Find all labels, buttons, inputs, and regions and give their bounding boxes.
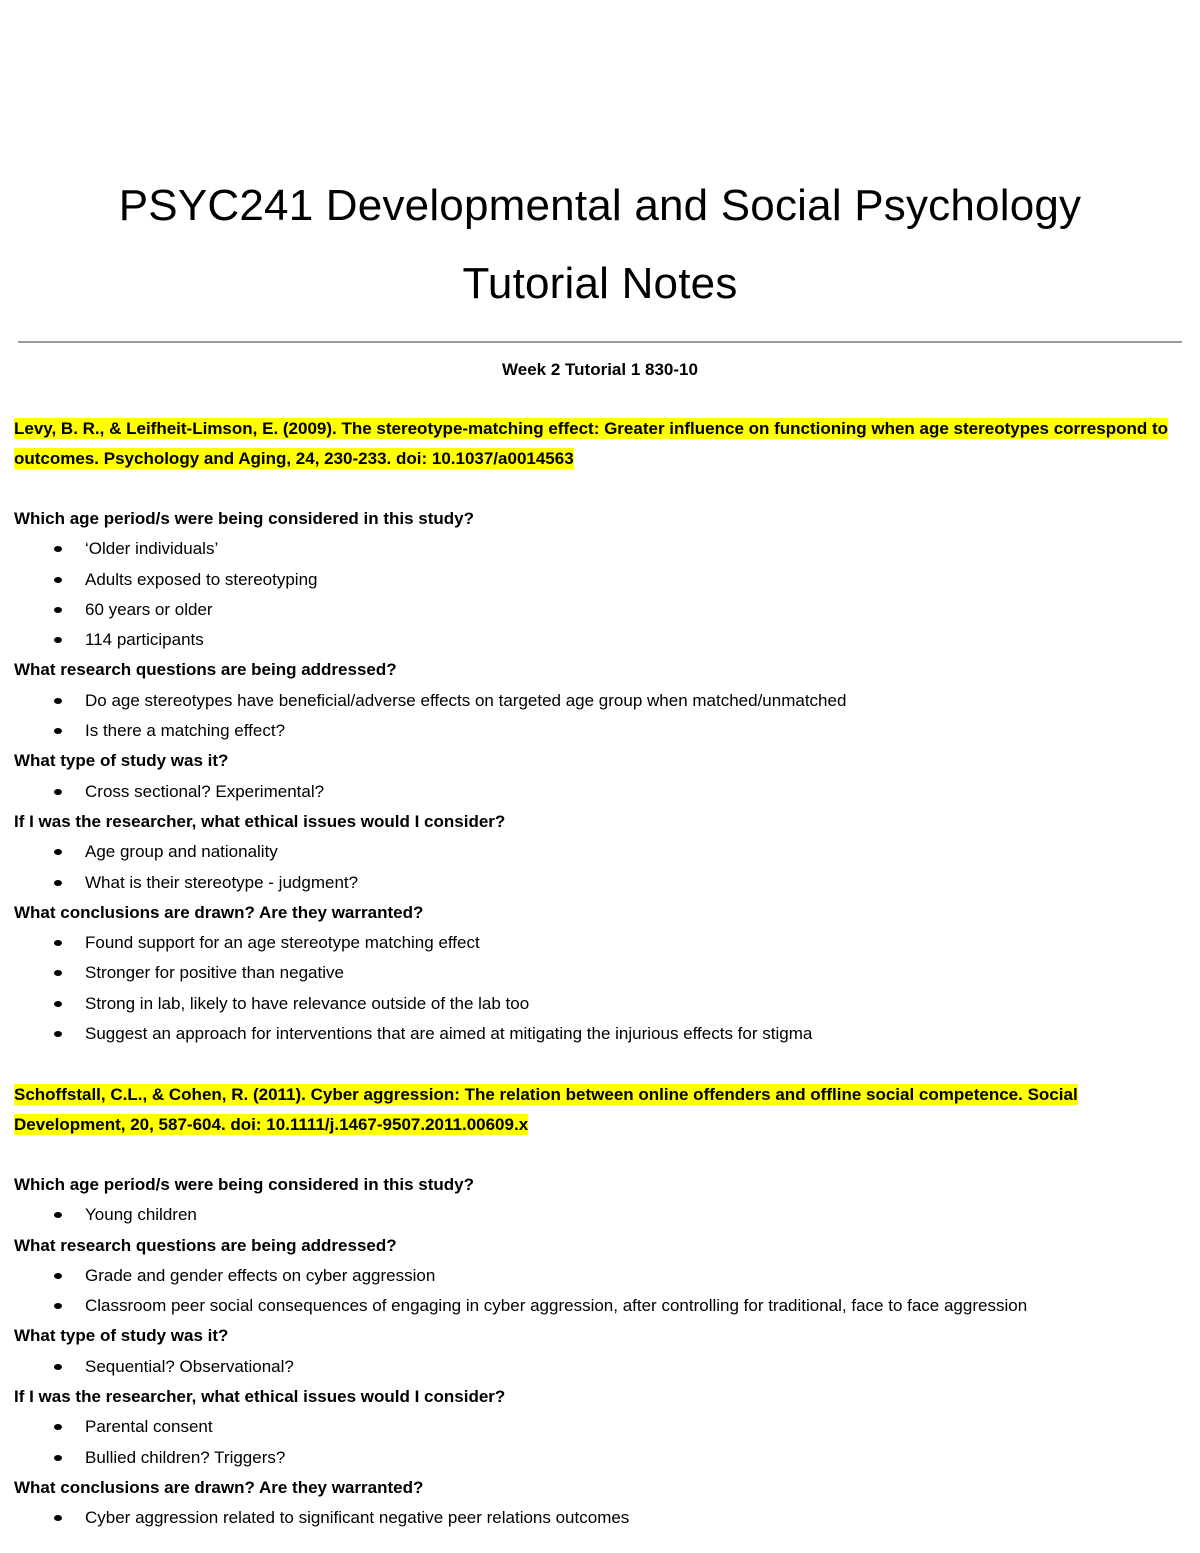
article-block-levy (14, 414, 1186, 1049)
question-heading: What conclusions are drawn? Are they warranted? (14, 1477, 424, 1497)
list-item: Strong in lab, likely to have relevance outside of the lab too (14, 989, 1186, 1019)
answer-list (14, 686, 1186, 747)
bullet-icon (54, 1424, 62, 1430)
highlighted-reference: Levy, B. R., & Leifheit-Limson, E. (2009). The stereotype-matching effect: Greater influence on functioning when age stereotypes correspond to outcomes. Psychology and Aging, 24, 230-233. doi: 10.1037/a0014563 (14, 419, 1168, 468)
bullet-icon (54, 1364, 62, 1370)
list-item: 114 participants (14, 625, 1186, 655)
title-divider (18, 341, 1182, 343)
bullet-icon (54, 1273, 62, 1279)
list-item: Classroom peer social consequences of engaging in cyber aggression, after controlling for traditional, face to face aggression (14, 1291, 1186, 1321)
document-subtitle: Tutorial Notes (462, 259, 738, 308)
answer-list (14, 1261, 1186, 1322)
bullet-icon (54, 607, 62, 613)
list-item: Sequential? Observational? (14, 1352, 1186, 1382)
list-item: Grade and gender effects on cyber aggression (14, 1261, 1186, 1291)
list-item: Cross sectional? Experimental? (14, 777, 1186, 807)
bullet-icon (54, 789, 62, 795)
bullet-icon (54, 880, 62, 886)
answer-list (14, 534, 1186, 655)
article-block-schoffstall (14, 1080, 1186, 1534)
bullet-icon (54, 1515, 62, 1521)
highlighted-reference: Schoffstall, C.L., & Cohen, R. (2011). Cyber aggression: The relation between online offenders and offline social competence. Social Development, 20, 587-604. doi: 10.1111/j.1467-9507.2011.00609.x (14, 1085, 1078, 1134)
question-heading: What type of study was it? (14, 1326, 229, 1346)
answer-list (14, 837, 1186, 898)
question-heading: Which age period/s were being considered in this study? (14, 509, 475, 528)
bullet-icon (54, 1001, 62, 1007)
list-item: Young children (14, 1200, 1186, 1230)
list-item: ‘Older individuals’ (14, 534, 1186, 564)
answer-list (14, 928, 1186, 1049)
bullet-icon (54, 849, 62, 855)
list-item: Age group and nationality (14, 837, 1186, 867)
answer-list (14, 1200, 1186, 1230)
bullet-icon (54, 1212, 62, 1218)
bullet-icon (54, 637, 62, 643)
list-item: Parental consent (14, 1412, 1186, 1442)
question-heading: What conclusions are drawn? Are they warranted? (14, 902, 424, 922)
article-reference (14, 1080, 1186, 1140)
bullet-icon (54, 698, 62, 704)
list-item: What is their stereotype - judgment? (14, 868, 1186, 898)
list-item: Bullied children? Triggers? (14, 1443, 1186, 1473)
bullet-icon (54, 728, 62, 734)
answer-list (14, 1352, 1186, 1382)
list-item: Adults exposed to stereotyping (14, 565, 1186, 595)
bullet-icon (54, 1031, 62, 1037)
question-heading: If I was the researcher, what ethical issues would I consider? (14, 811, 506, 831)
question-heading: If I was the researcher, what ethical issues would I consider? (14, 1387, 506, 1407)
bullet-icon (54, 546, 62, 552)
answer-list (14, 777, 1186, 807)
list-item: Is there a matching effect? (14, 716, 1186, 746)
answer-list (14, 1503, 1186, 1533)
question-heading: What research questions are being addressed? (14, 1235, 397, 1255)
list-item: Stronger for positive than negative (14, 958, 1186, 988)
list-item: Cyber aggression related to significant negative peer relations outcomes (14, 1503, 1186, 1533)
question-heading: Which age period/s were being considered in this study? (14, 1175, 475, 1194)
article-reference (14, 414, 1186, 474)
question-heading: What research questions are being addressed? (14, 660, 397, 680)
bullet-icon (54, 940, 62, 946)
bullet-icon (54, 1455, 62, 1461)
list-item: Found support for an age stereotype matching effect (14, 928, 1186, 958)
list-item: Suggest an approach for interventions that are aimed at mitigating the injurious effects for stigma (14, 1019, 1186, 1049)
list-item: Do age stereotypes have beneficial/adverse effects on targeted age group when matched/unmatched (14, 686, 1186, 716)
list-item: 60 years or older (14, 595, 1186, 625)
bullet-icon (54, 1303, 62, 1309)
week-heading: Week 2 Tutorial 1 830-10 (502, 360, 698, 379)
question-heading: What type of study was it? (14, 751, 229, 771)
document-title: PSYC241 Developmental and Social Psychology (118, 181, 1082, 230)
answer-list (14, 1412, 1186, 1473)
bullet-icon (54, 970, 62, 976)
bullet-icon (54, 577, 62, 583)
